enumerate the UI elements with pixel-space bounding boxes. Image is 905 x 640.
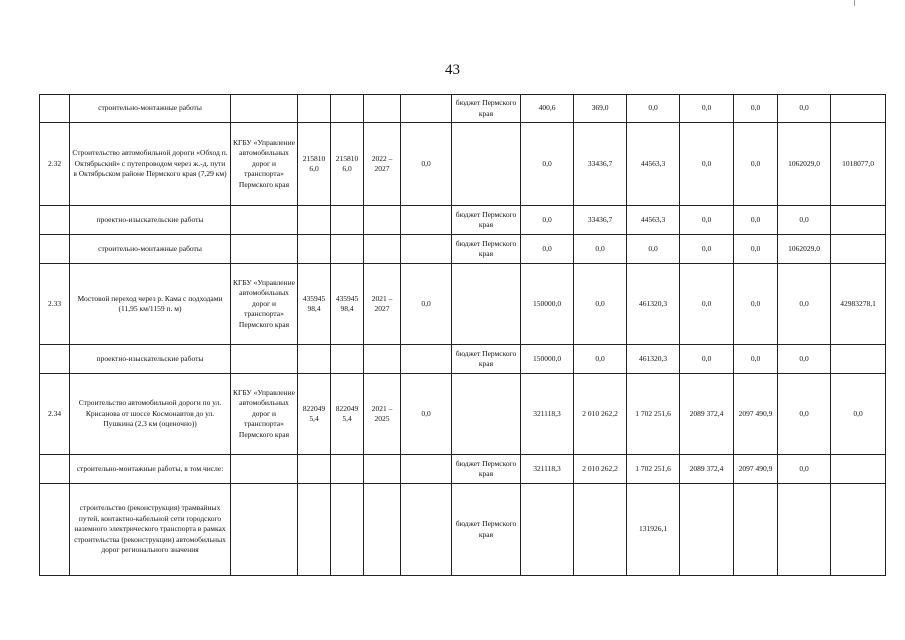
- table-row: [40, 264, 886, 345]
- customer-cell: [231, 484, 298, 576]
- total-cost-cell: [331, 206, 364, 235]
- total-cost-cell: [331, 455, 364, 484]
- work-type-cell: строительно-монтажные работы: [70, 95, 231, 123]
- completed-cell: 0,0: [401, 264, 452, 345]
- row-number-cell: [40, 206, 70, 235]
- completed-cell: 0,0: [401, 374, 452, 455]
- value-cell: 2089 372,4: [680, 455, 734, 484]
- value-cell: 0,0: [734, 235, 778, 264]
- object-name-cell: Строительство автомобильной дороги «Обход п. Октябрьский» с путепроводом через ж.-д. пути в Октябрьском районе Пермского края (7,29 км): [70, 123, 231, 206]
- estimated-cost-cell: 215810 6,0: [298, 123, 331, 206]
- value-cell: 0,0: [627, 95, 680, 123]
- value-cell: 2097 490,9: [734, 374, 778, 455]
- value-cell: 0,0: [734, 123, 778, 206]
- estimated-cost-cell: 822049 5,4: [298, 374, 331, 455]
- value-cell: 400,6: [521, 95, 574, 123]
- value-cell: [574, 484, 627, 576]
- completed-cell: [401, 484, 452, 576]
- value-cell: 131926,1: [627, 484, 680, 576]
- estimated-cost-cell: [298, 206, 331, 235]
- value-cell: [734, 484, 778, 576]
- value-cell: 33436,7: [574, 123, 627, 206]
- customer-cell: [231, 235, 298, 264]
- customer-cell: КГБУ «Управление автомобильных дорог и транспорта» Пермского края: [231, 374, 298, 455]
- value-cell: 42983278,1: [831, 264, 886, 345]
- value-cell: 0,0: [778, 345, 831, 374]
- total-cost-cell: 215810 6,0: [331, 123, 364, 206]
- period-cell: [364, 235, 401, 264]
- value-cell: 44563,3: [627, 206, 680, 235]
- scan-edge-mark: [854, 0, 855, 6]
- table-subrow: [40, 484, 886, 576]
- value-cell: 0,0: [521, 123, 574, 206]
- value-cell: 369,0: [574, 95, 627, 123]
- funding-source-cell: бюджет Пермского края: [452, 206, 521, 235]
- estimated-cost-cell: [298, 235, 331, 264]
- row-number-cell: [40, 455, 70, 484]
- funding-source-cell: бюджет Пермского края: [452, 235, 521, 264]
- row-number-cell: 2.34: [40, 374, 70, 455]
- value-cell: 0,0: [680, 123, 734, 206]
- work-type-cell: строительно-монтажные работы: [70, 235, 231, 264]
- value-cell: 0,0: [778, 95, 831, 123]
- value-cell: 33436,7: [574, 206, 627, 235]
- value-cell: 1062029,0: [778, 123, 831, 206]
- value-cell: 0,0: [574, 264, 627, 345]
- estimated-cost-cell: [298, 345, 331, 374]
- value-cell: 0,0: [734, 206, 778, 235]
- funding-source-cell: [452, 123, 521, 206]
- period-cell: [364, 206, 401, 235]
- row-number-cell: [40, 95, 70, 123]
- period-cell: [364, 484, 401, 576]
- value-cell: 150000,0: [521, 264, 574, 345]
- customer-cell: [231, 455, 298, 484]
- value-cell: [521, 484, 574, 576]
- value-cell: 44563,3: [627, 123, 680, 206]
- value-cell: 0,0: [680, 206, 734, 235]
- value-cell: [831, 95, 886, 123]
- completed-cell: [401, 345, 452, 374]
- table-subrow: [40, 95, 886, 123]
- period-cell: 2021 – 2027: [364, 264, 401, 345]
- value-cell: 0,0: [574, 345, 627, 374]
- value-cell: 0,0: [778, 264, 831, 345]
- funding-source-cell: бюджет Пермского края: [452, 455, 521, 484]
- value-cell: 1018077,0: [831, 123, 886, 206]
- value-cell: 150000,0: [521, 345, 574, 374]
- customer-cell: [231, 206, 298, 235]
- estimated-cost-cell: [298, 484, 331, 576]
- value-cell: [831, 345, 886, 374]
- object-name-cell: Мостовой переход через р. Кама с подходами (11,95 км/1159 п. м): [70, 264, 231, 345]
- value-cell: 0,0: [680, 264, 734, 345]
- total-cost-cell: [331, 95, 364, 123]
- value-cell: 0,0: [680, 345, 734, 374]
- value-cell: 0,0: [521, 206, 574, 235]
- value-cell: 2097 490,9: [734, 455, 778, 484]
- work-type-cell: строительство (реконструкция) трамвайных путей, контактно-кабельной сети городского наземного электрического транспорта в рамках строительства (реконструкции) автомобильных дорог регионального значения: [70, 484, 231, 576]
- value-cell: 0,0: [734, 95, 778, 123]
- customer-cell: КГБУ «Управление автомобильных дорог и транспорта» Пермского края: [231, 264, 298, 345]
- value-cell: 461320,3: [627, 345, 680, 374]
- row-number-cell: [40, 484, 70, 576]
- period-cell: [364, 455, 401, 484]
- total-cost-cell: 822049 5,4: [331, 374, 364, 455]
- table-subrow: [40, 455, 886, 484]
- value-cell: 0,0: [627, 235, 680, 264]
- customer-cell: [231, 345, 298, 374]
- value-cell: 321118,3: [521, 455, 574, 484]
- funding-source-cell: [452, 374, 521, 455]
- value-cell: 0,0: [778, 455, 831, 484]
- work-type-cell: строительно-монтажные работы, в том числе:: [70, 455, 231, 484]
- funding-source-cell: [452, 264, 521, 345]
- estimated-cost-cell: [298, 455, 331, 484]
- completed-cell: [401, 235, 452, 264]
- value-cell: 0,0: [734, 345, 778, 374]
- funding-source-cell: бюджет Пермского края: [452, 484, 521, 576]
- total-cost-cell: [331, 484, 364, 576]
- table-row: [40, 123, 886, 206]
- page-number: 43: [445, 62, 460, 78]
- value-cell: [831, 455, 886, 484]
- value-cell: [680, 484, 734, 576]
- funding-source-cell: бюджет Пермского края: [452, 345, 521, 374]
- table-subrow: [40, 206, 886, 235]
- value-cell: 461320,3: [627, 264, 680, 345]
- value-cell: 0,0: [778, 374, 831, 455]
- value-cell: 1062029,0: [778, 235, 831, 264]
- total-cost-cell: 435945 98,4: [331, 264, 364, 345]
- value-cell: 2 010 262,2: [574, 455, 627, 484]
- period-cell: [364, 95, 401, 123]
- value-cell: [831, 484, 886, 576]
- value-cell: 2089 372,4: [680, 374, 734, 455]
- value-cell: 0,0: [831, 374, 886, 455]
- row-number-cell: [40, 235, 70, 264]
- period-cell: [364, 345, 401, 374]
- value-cell: 0,0: [574, 235, 627, 264]
- value-cell: 0,0: [680, 95, 734, 123]
- value-cell: 0,0: [778, 206, 831, 235]
- customer-cell: КГБУ «Управление автомобильных дорог и транспорта» Пермского края: [231, 123, 298, 206]
- work-type-cell: проектно-изыскательские работы: [70, 206, 231, 235]
- estimated-cost-cell: [298, 95, 331, 123]
- completed-cell: [401, 455, 452, 484]
- program-table: [39, 94, 886, 576]
- row-number-cell: 2.32: [40, 123, 70, 206]
- customer-cell: [231, 95, 298, 123]
- work-type-cell: проектно-изыскательские работы: [70, 345, 231, 374]
- estimated-cost-cell: 435945 98,4: [298, 264, 331, 345]
- value-cell: 0,0: [680, 235, 734, 264]
- value-cell: 1 702 251,6: [627, 374, 680, 455]
- value-cell: [831, 206, 886, 235]
- completed-cell: 0,0: [401, 123, 452, 206]
- object-name-cell: Строительство автомобильной дороги по ул. Крисанова от шоссе Космонавтов до ул. Пушкина (2,3 км (оценочно)): [70, 374, 231, 455]
- value-cell: 0,0: [521, 235, 574, 264]
- value-cell: 1 702 251,6: [627, 455, 680, 484]
- funding-source-cell: бюджет Пермского края: [452, 95, 521, 123]
- completed-cell: [401, 95, 452, 123]
- table-subrow: [40, 345, 886, 374]
- total-cost-cell: [331, 235, 364, 264]
- value-cell: 2 010 262,2: [574, 374, 627, 455]
- period-cell: 2021 – 2025: [364, 374, 401, 455]
- value-cell: [778, 484, 831, 576]
- row-number-cell: 2.33: [40, 264, 70, 345]
- table-row: [40, 374, 886, 455]
- period-cell: 2022 – 2027: [364, 123, 401, 206]
- total-cost-cell: [331, 345, 364, 374]
- value-cell: [831, 235, 886, 264]
- completed-cell: [401, 206, 452, 235]
- value-cell: 0,0: [734, 264, 778, 345]
- value-cell: 321118,3: [521, 374, 574, 455]
- row-number-cell: [40, 345, 70, 374]
- table-subrow: [40, 235, 886, 264]
